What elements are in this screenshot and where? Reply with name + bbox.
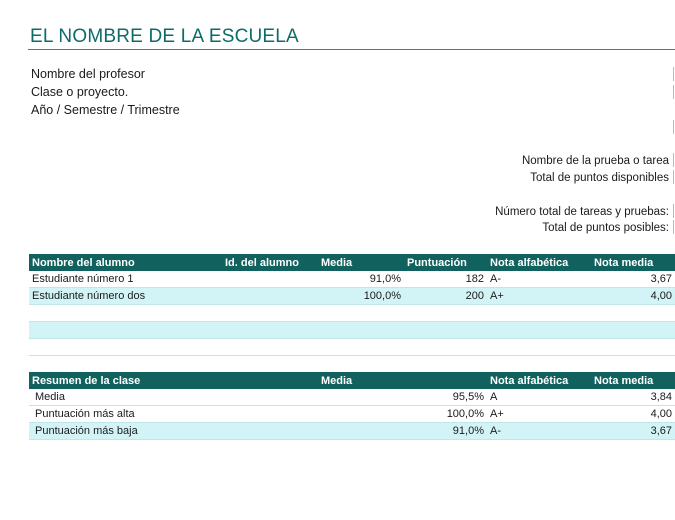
column-header-student-id[interactable]: Id. del alumno <box>222 254 318 271</box>
summary-letter-cell[interactable]: A+ <box>487 406 591 423</box>
summary-label-cell: Puntuación más baja <box>29 423 222 440</box>
cell-edge <box>673 204 674 218</box>
empty-table-row <box>29 305 675 322</box>
summary-letter-cell[interactable]: A- <box>487 423 591 440</box>
summary-average-cell[interactable]: 91,0% <box>404 423 487 440</box>
teacher-name[interactable]: Nombre del profesor <box>31 67 145 81</box>
gpa-cell[interactable]: 4,00 <box>591 288 675 305</box>
summary-label-cell: Puntuación más alta <box>29 406 222 423</box>
class-name[interactable]: Clase o proyecto. <box>31 85 129 99</box>
students-table <box>29 254 675 356</box>
student-id-cell[interactable] <box>222 271 318 288</box>
class-summary-table <box>29 372 675 440</box>
summary-header-row <box>29 372 675 389</box>
summary-gpa-cell[interactable]: 4,00 <box>591 406 675 423</box>
assignment-name-label: Nombre de la prueba o tarea <box>521 155 669 167</box>
summary-gpa-cell[interactable]: 3,67 <box>591 423 675 440</box>
summary-label-cell: Media <box>29 389 222 406</box>
cell-edge <box>673 170 674 184</box>
cell-edge <box>673 220 674 234</box>
available-points-label: Total de puntos disponibles <box>530 172 669 184</box>
total-tasks-label: Número total de tareas y pruebas: <box>495 206 669 218</box>
empty-table-row <box>29 339 675 356</box>
column-header-average[interactable]: Media <box>318 372 404 389</box>
average-cell[interactable]: 91,0% <box>318 271 404 288</box>
student-id-cell[interactable] <box>222 288 318 305</box>
column-header-gpa[interactable]: Nota media <box>591 372 675 389</box>
title-divider <box>28 49 675 50</box>
column-header-score[interactable]: Puntuación <box>404 254 487 271</box>
cell-edge <box>673 85 674 99</box>
summary-average-cell[interactable]: 100,0% <box>404 406 487 423</box>
cell-edge <box>673 67 674 81</box>
cell-edge <box>673 153 674 167</box>
column-header-gpa[interactable]: Nota media <box>591 254 675 271</box>
letter-grade-cell[interactable]: A+ <box>487 288 591 305</box>
table-row <box>29 271 675 288</box>
page-title: EL NOMBRE DE LA ESCUELA <box>30 26 299 47</box>
term-label[interactable]: Año / Semestre / Trimestre <box>31 103 180 117</box>
column-header-letter-grade[interactable]: Nota alfabética <box>487 254 591 271</box>
table-row <box>29 288 675 305</box>
summary-row <box>29 389 675 406</box>
column-header-average[interactable]: Media <box>318 254 404 271</box>
cell-edge <box>673 120 674 134</box>
summary-letter-cell[interactable]: A <box>487 389 591 406</box>
score-cell[interactable]: 182 <box>404 271 487 288</box>
summary-row <box>29 423 675 440</box>
summary-row <box>29 406 675 423</box>
student-name-cell[interactable]: Estudiante número dos <box>29 288 222 305</box>
summary-gpa-cell[interactable]: 3,84 <box>591 389 675 406</box>
empty-table-row <box>29 322 675 339</box>
score-cell[interactable]: 200 <box>404 288 487 305</box>
summary-average-cell[interactable]: 95,5% <box>404 389 487 406</box>
average-cell[interactable]: 100,0% <box>318 288 404 305</box>
column-header-class-summary[interactable]: Resumen de la clase <box>29 372 222 389</box>
letter-grade-cell[interactable]: A- <box>487 271 591 288</box>
students-header-row <box>29 254 675 271</box>
total-possible-points-label: Total de puntos posibles: <box>542 222 669 234</box>
column-header-letter-grade[interactable]: Nota alfabética <box>487 372 591 389</box>
column-header-student-name[interactable]: Nombre del alumno <box>29 254 222 271</box>
student-name-cell[interactable]: Estudiante número 1 <box>29 271 222 288</box>
gpa-cell[interactable]: 3,67 <box>591 271 675 288</box>
